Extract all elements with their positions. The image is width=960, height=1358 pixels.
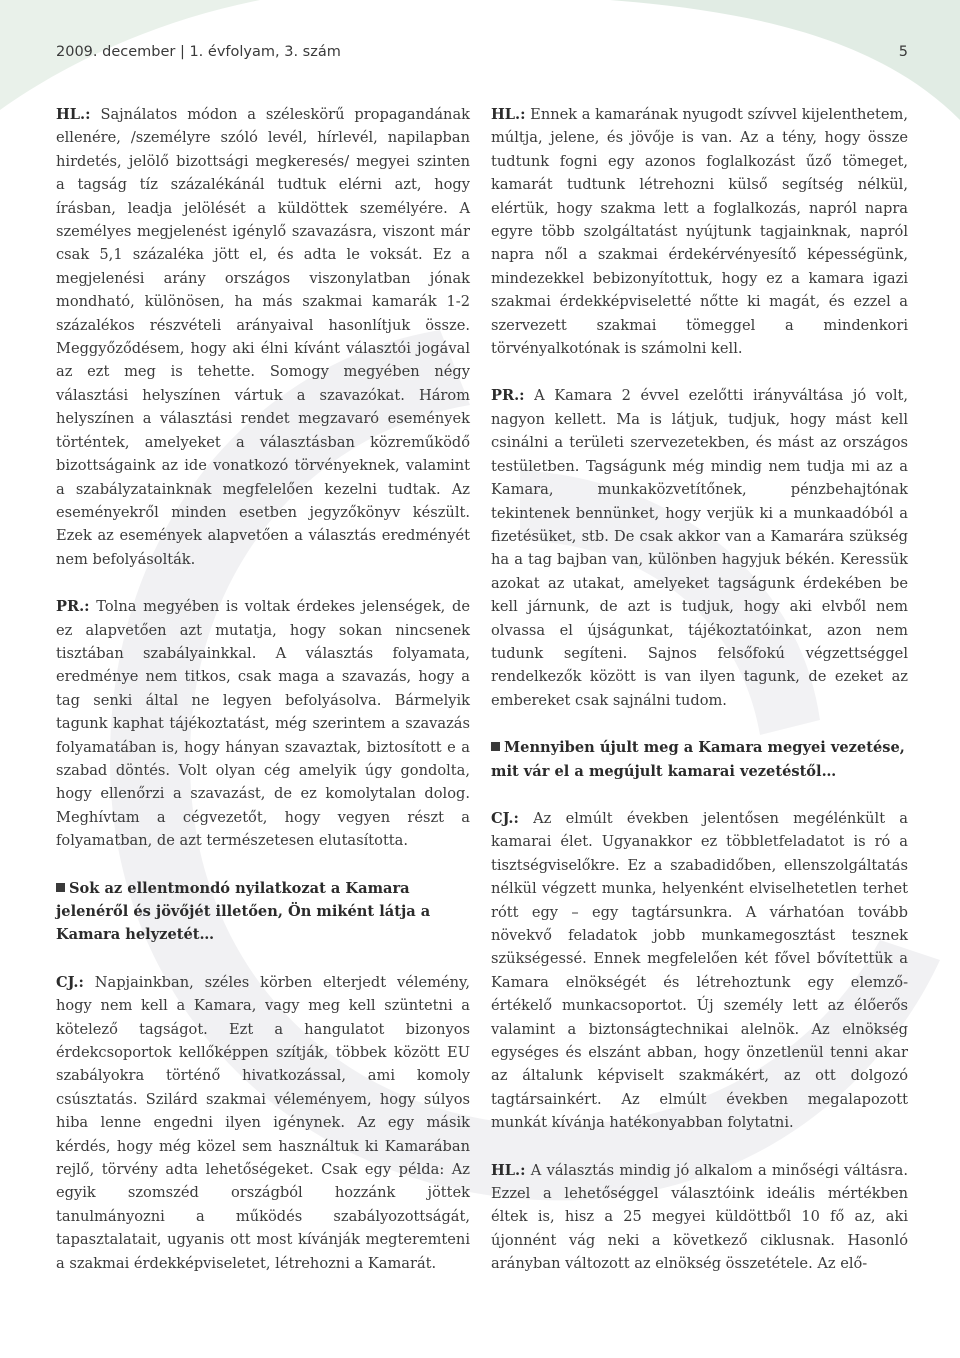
answer-paragraph <box>56 103 470 571</box>
speaker-label: HL.: <box>491 1161 526 1179</box>
interview-question <box>491 736 908 783</box>
interview-question <box>56 877 470 947</box>
answer-text: Sajnálatos módon a széleskörű propagandának ellenére, /személyre szóló levél, hírlevél, napilapban hirdetés, jelölő bizottsági megkeresés/ megyei szinten a tagság tíz százalékánál tudtuk elérni azt, hogy írásban, leadja jelölését a küldöttek személyére. A személyes megjelenést igénylő szavazásra, viszont már csak 5,1 százaléka jött el, és adta le voksát. Ez a megjelenési arány országos viszonylatban jónak mondható, különösen, ha más szakmai kamarák 1-2 százalékos részvételi arányaival hasonlítjuk össze. Meggyőződésem, hogy aki élni kívánt választói jogával az ezt meg is tehette. Somogy megyében négy választási helyszínen vártuk a szavazókat. Három helyszínen a választási rendet megzavaró események történtek, amelyeket a választásban közreműködő bizottságaink az ide vonatkozó törvényeknek, valamint a szabályzatainknak megfelelően kezelni tudtak. Az eseményekről minden esetben jegyzőkönyv készült. Ezek az események alapvetően a választás eredményét nem befolyásolták. <box>56 106 470 568</box>
speaker-label: PR.: <box>491 387 525 405</box>
issue-info: 2009. december | 1. évfolyam, 3. szám <box>56 44 341 60</box>
square-bullet-icon <box>56 883 65 892</box>
answer-text: A választás mindig jó alkalom a minőségi váltásra. Ezzel a lehetőséggel választóink ideális mértékben éltek is, hisz a 25 megyei küldöttből 10 fő az, aki újonnént vág neki a következő ciklusnak. Hasonló arányban változott az elnökség összetétele. Az elő- <box>491 1161 908 1273</box>
speaker-label: HL.: <box>56 106 91 123</box>
speaker-label: HL.: <box>491 106 526 123</box>
answer-paragraph <box>491 103 908 360</box>
speaker-label: PR.: <box>56 598 90 616</box>
answer-paragraph <box>56 971 470 1275</box>
answer-text: Tolna megyében is voltak érdekes jelenségek, de ez alapvetően azt mutatja, hogy sokan nincsenek tisztában szabályainkkal. A választás folyamata, eredménye nem titkos, csak maga a szavazás, hogy a tag senki által ne legyen befolyásolva. Bármelyik tagunk kaphat tájékoztatást, még szerintem a szavazás folyamatában is, hogy hányan szavaztak, biztosított e a szabad döntés. Volt olyan cég amelyik úgy gondolta, hogy ellenőrzi a szavazást, de ez komolytalan dolog. Meghívtam a cégvezetőt, hogy vegyen részt a folyamatban, de azt természetesen elutasította. <box>56 598 470 850</box>
question-text: Sok az ellentmondó nyilatkozat a Kamara jelenéről és jövőjét illetően, Ön miként látja a Kamara helyzetét… <box>56 879 431 944</box>
answer-text: Ennek a kamarának nyugodt szívvel kijelenthetem, múltja, jelene, és jövője is van. Az a tény, hogy össze tudtunk fogni egy azonos foglalkozást űző tömeget, kamarát tudtunk létrehozni külső segítség nélkül, elértük, hogy szakma lett a foglalkozás, napról napra egyre több szolgáltatást nyújtunk tagjainknak, napról napra nől a szakmai érdekérvényesítő képességünk, mindezekkel bebizonyítottuk, hogy ez a kamara igazi szakmai érdekképviseletté nőtte ki magát, és ezzel a szervezett szakmai tömeggel a mindenkori törvényalkotónak is számolni kell. <box>491 106 908 358</box>
speaker-label: CJ.: <box>491 809 519 827</box>
question-text: Mennyiben újult meg a Kamara megyei vezetése, mit vár el a megújult kamarai vezetéstől… <box>491 739 905 780</box>
right-column <box>491 103 908 1276</box>
page-number: 5 <box>898 44 908 60</box>
answer-text: A Kamara 2 évvel ezelőtti irányváltása jó volt, nagyon kellett. Ma is látjuk, tudjuk, hogy mást kell csinálni a területi szervezetekben, és mást az országos testületben. Tagságunk még mindig nem tudja mi az a Kamara, munkaközvetítőnek, pénzbehajtónak tekintenek bennünket, hogy verjük ki a munkaadóból a fizetésüket, stb. De csak akkor van a Kamarára szükség ha a tag bajban van, különben hagyjuk békén. Keressük azokat az utakat, amelyeket tagságunk érdekében be kell járnunk, de azt is tudjuk, hogy aki elvből nem olvassa el újságunkat, tájékoztatóinkat, azon nem tudunk segíteni. Sajnos felsőfokú végzettséggel rendelkezők között is van ilyen tagunk, de ezeket az embereket csak sajnálni tudom. <box>491 387 908 709</box>
page-header <box>56 44 908 70</box>
left-column <box>56 103 470 1275</box>
square-bullet-icon <box>491 742 500 751</box>
answer-paragraph <box>491 1159 908 1276</box>
answer-paragraph <box>491 807 908 1135</box>
answer-text: Napjainkban, széles körben elterjedt vélemény, hogy nem kell a Kamara, vagy meg kell szüntetni a kötelező tagságot. Ezt a hangulatot bizonyos érdekcsoportok kellőképpen szítják, többek között EU szabályokra történő hivatkozással, ami komoly csúsztatás. Szilárd szakmai véleményem, hogy súlyos hiba lenne engedni ilyen igénynek. Az egy másik kérdés, hogy még közel sem használtuk ki Kamarában rejlő, törvény adta lehetőségeket. Csak egy példa: Az egyik szomszéd országból hozzánk jöttek tanulmányozni a működés szabályozottságát, tapasztalatait, ugyanis ott most kívánják megteremteni a szakmai érdekképviseletet, létrehozni a Kamarát. <box>56 973 470 1272</box>
answer-paragraph <box>491 384 908 712</box>
answer-paragraph <box>56 595 470 852</box>
answer-text: Az elmúlt években jelentősen megélénkült a kamarai élet. Ugyanakkor ez többletfeladatot is ró a tisztségviselőkre. Ez a szabadidőben, ellenszolgáltatás nélkül végzett munka, helyenként elviselhetetlen terhet rótt egy – egy tagtársunkra. A várhatóan tovább növekvő feladatok jobb munkamegosztást tesznek szükségessé. Ennek megfelelően két fővel bővítettük a Kamara elnökségét és létrehoztunk egy elemző- értékelő munkacsoportot. Új személy lett az élőerős valamint a biztonságtechnikai alelnök. Az elnökség egységes és elszánt abban, hogy önzetlenül tenni akar az általunk képviselt szakmákért, az ott dolgozó tagtársainkért. Az elmúlt években megalapozott munkát kívánja hatékonyabban folytatni. <box>491 809 908 1132</box>
speaker-label: CJ.: <box>56 973 84 991</box>
